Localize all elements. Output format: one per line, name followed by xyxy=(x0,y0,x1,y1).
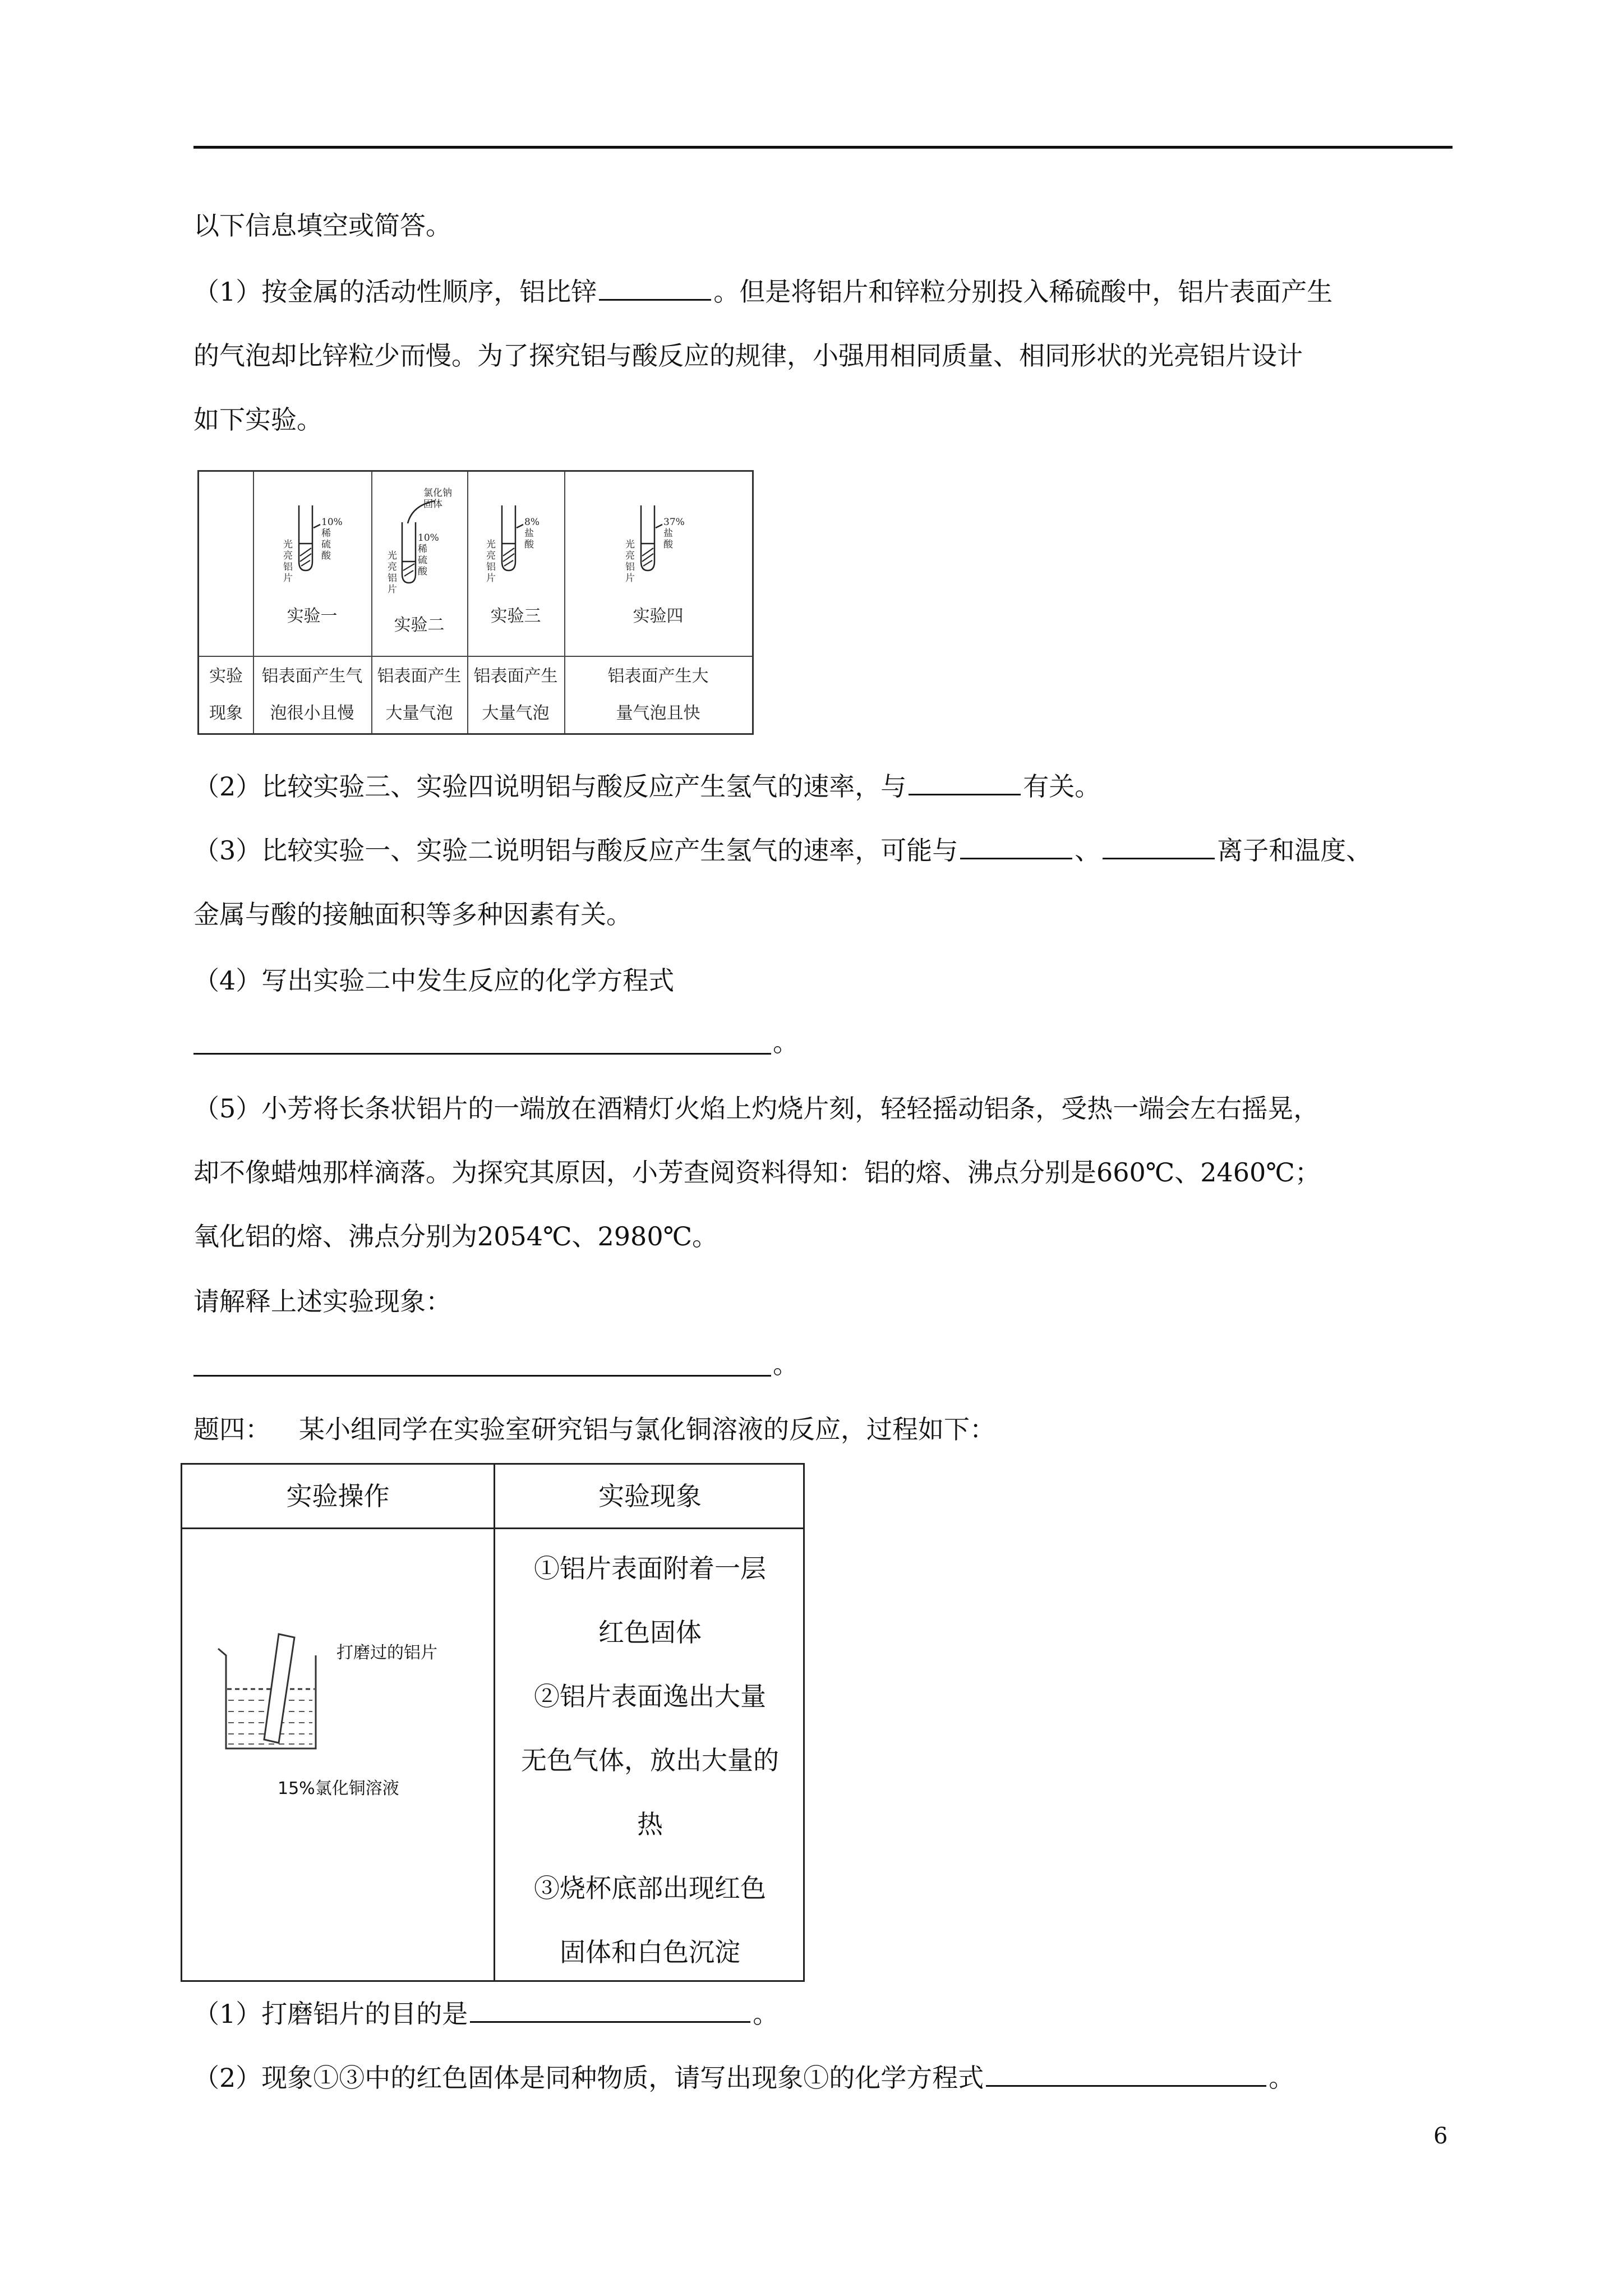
exp4-caption: 实验四 xyxy=(633,606,684,626)
exp3-acid-label: 8% 盐 酸 xyxy=(524,517,540,550)
question-3-line-1: （3）比较实验一、实验二说明铝与酸反应产生氢气的速率，可能与 、 离子和温度、 xyxy=(193,835,1372,866)
aluminum-strip-label: 打磨过的铝片 xyxy=(336,1643,437,1663)
exp2-observation: 铝表面产生 大量气泡 xyxy=(377,666,462,723)
exp2-metal-label: 光 亮 铝 片 xyxy=(388,550,397,595)
exp2-caption: 实验二 xyxy=(394,615,445,635)
exp2-extra-label: 氯化钠 固体 xyxy=(423,487,452,510)
q2-blank[interactable] xyxy=(909,771,1021,795)
exp1-metal-label: 光 亮 铝 片 xyxy=(283,539,293,584)
question-5-line-3: 氧化铝的熔、沸点分别为2054℃、2980℃。 xyxy=(193,1221,718,1251)
experiment-table-2 xyxy=(181,1463,805,1982)
q1-prefix: （1）按金属的活动性顺序，铝比锌 xyxy=(193,277,597,307)
row-label-observation: 实验 现象 xyxy=(209,666,243,723)
beaker-illustration xyxy=(216,1633,345,1773)
question-5-line-1: （5）小芳将长条状铝片的一端放在酒精灯火焰上灼烧片刻，轻轻摇动铝条，受热一端会左右摇晃， xyxy=(193,1093,1320,1124)
column-head-operation: 实验操作 xyxy=(286,1481,390,1511)
exp1-caption: 实验一 xyxy=(287,606,338,626)
exp1-acid-label: 10% 稀 硫 酸 xyxy=(321,517,343,562)
topic-4-heading xyxy=(193,1412,995,1446)
exp4-observation: 铝表面产生大 量气泡且快 xyxy=(607,666,709,723)
question-4: （4）写出实验二中发生反应的化学方程式 xyxy=(193,965,675,996)
intro-text: 以下信息填空或简答。 xyxy=(193,210,451,241)
topic-4-question-2: （2）现象①③中的红色固体是同种物质，请写出现象①的化学方程式 。 xyxy=(193,2063,1295,2093)
exp4-acid-label: 37% 盐 酸 xyxy=(663,517,685,550)
header-rule xyxy=(193,146,1453,149)
topic-4-text: 某小组同学在实验室研究铝与氯化铜溶液的反应，过程如下： xyxy=(299,1414,995,1444)
exp3-observation: 铝表面产生 大量气泡 xyxy=(473,666,558,723)
question-5-line-4: 请解释上述实验现象： xyxy=(193,1286,451,1317)
question-3-line-2: 金属与酸的接触面积等多种因素有关。 xyxy=(193,899,632,930)
q4-answer-line[interactable] xyxy=(193,1053,771,1055)
q5-answer-line[interactable] xyxy=(193,1375,771,1377)
t4q1-blank[interactable] xyxy=(470,1999,750,2023)
q5-end: 。 xyxy=(773,1349,799,1379)
q1-blank[interactable] xyxy=(599,277,711,301)
topic-4-question-1: （1）打磨铝片的目的是 。 xyxy=(193,1999,779,2029)
exp1-observation: 铝表面产生气 泡很小且慢 xyxy=(261,666,363,723)
test-tube-illustrations xyxy=(199,472,752,656)
exp4-metal-label: 光 亮 铝 片 xyxy=(625,539,635,584)
question-1-line-2: 的气泡却比锌粒少而慢。为了探究铝与酸反应的规律，小强用相同质量、相同形状的光亮铝片设计 xyxy=(193,341,1303,371)
column-head-phenomenon: 实验现象 xyxy=(598,1481,702,1511)
question-1-line-3: 如下实验。 xyxy=(193,404,322,435)
page-number: 6 xyxy=(1433,2123,1448,2149)
exp3-caption: 实验三 xyxy=(490,606,541,626)
q4-end: 。 xyxy=(773,1027,799,1057)
q3-blank-1[interactable] xyxy=(960,835,1072,859)
q3-blank-2[interactable] xyxy=(1103,835,1215,859)
question-5-line-2: 却不像蜡烛那样滴落。为探究其原因，小芳查阅资料得知：铝的熔、沸点分别是660℃、2460℃； xyxy=(193,1157,1321,1188)
copper-chloride-solution-label: 15%氯化铜溶液 xyxy=(278,1779,399,1798)
t4q2-blank[interactable] xyxy=(986,2063,1266,2087)
experiment-table-1 xyxy=(197,470,754,735)
question-1-line-1 xyxy=(193,275,1332,309)
exp2-acid-label: 10% 稀 硫 酸 xyxy=(418,532,439,577)
q1-suffix: 。但是将铝片和锌粒分别投入稀硫酸中，铝片表面产生 xyxy=(713,277,1333,307)
exp3-metal-label: 光 亮 铝 片 xyxy=(486,539,496,584)
question-2: （2）比较实验三、实验四说明铝与酸反应产生氢气的速率，与 有关。 xyxy=(193,771,1101,802)
topic-4-label: 题四： xyxy=(193,1414,271,1444)
phenomena-list: ①铝片表面附着一层 红色固体 ②铝片表面逸出大量 无色气体，放出大量的 热 ③烧杯底部出现红色 固体和白色沉淀 xyxy=(521,1553,779,1967)
